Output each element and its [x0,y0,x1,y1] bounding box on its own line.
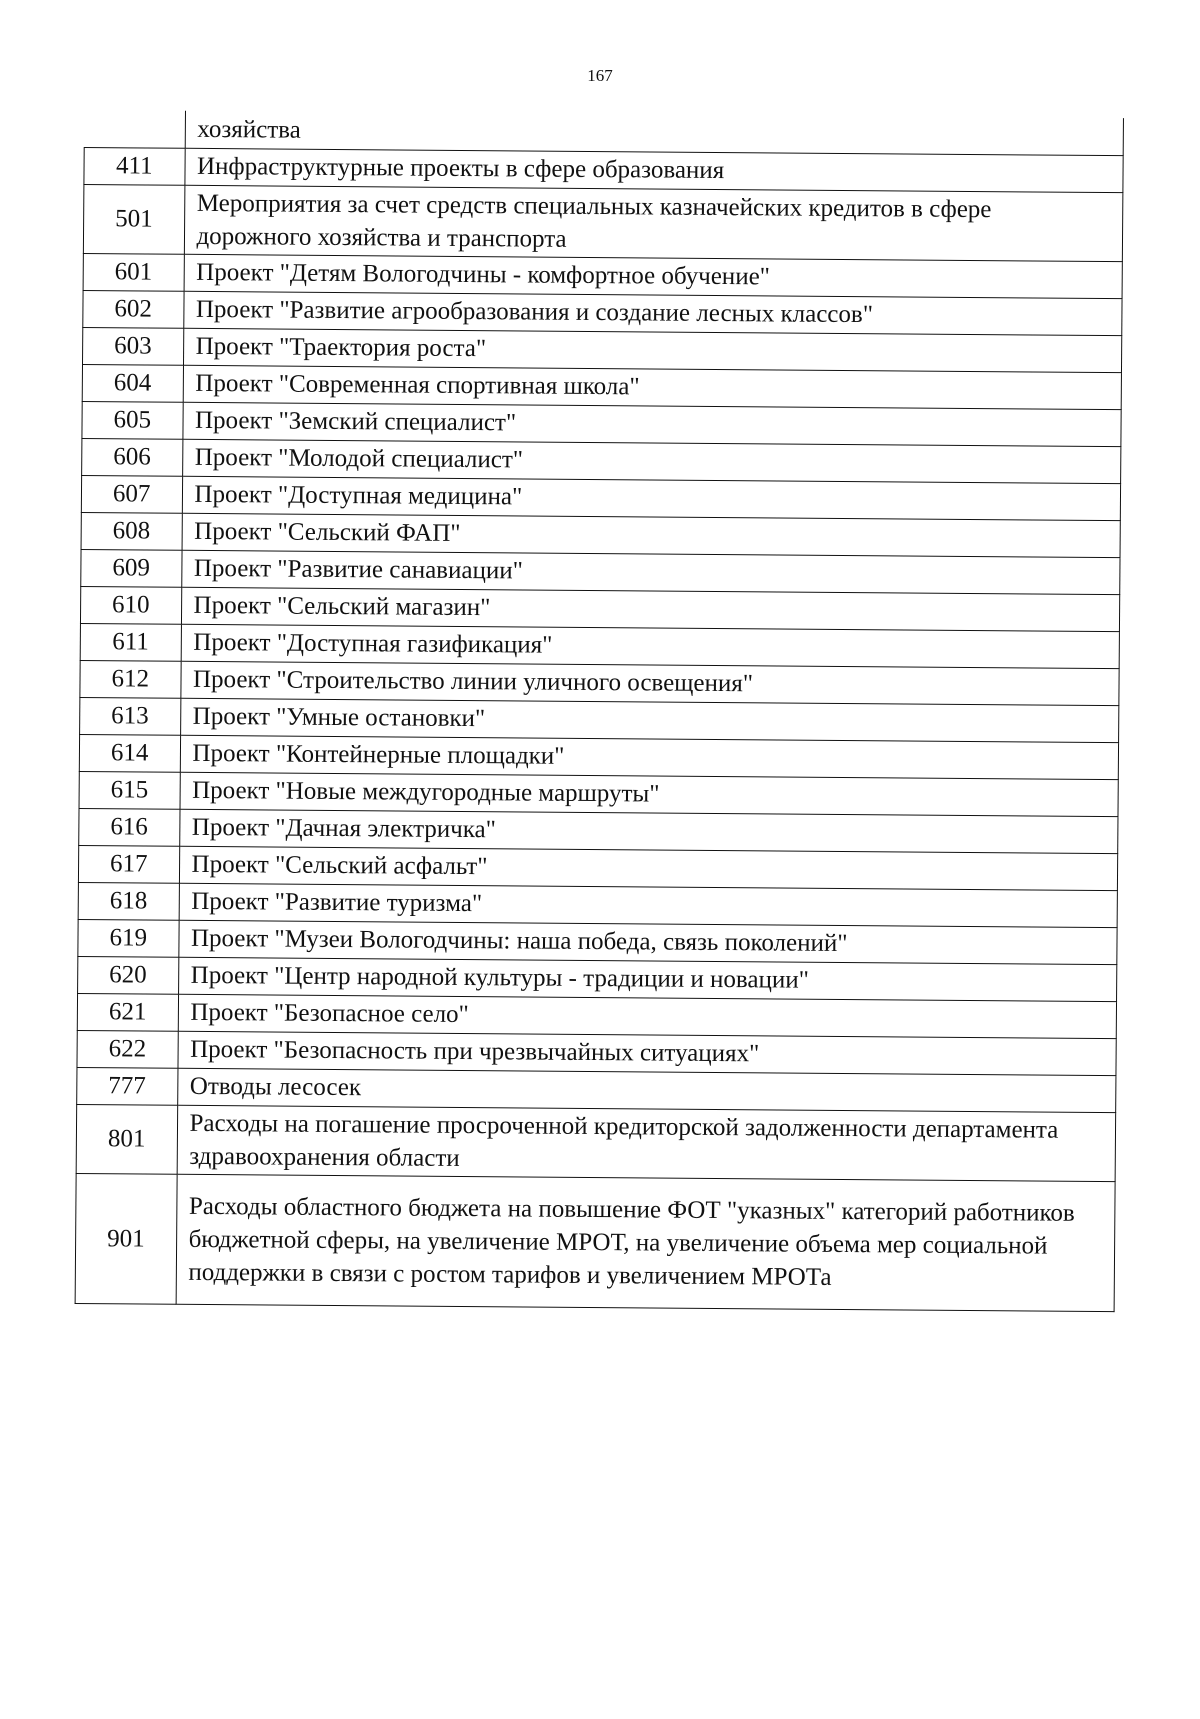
row-description-cell: Проект "Развитие агрообразования и создание лесных классов" [183,291,1122,335]
row-description-cell: Проект "Детям Вологодчины - комфортное обучение" [184,254,1123,298]
row-code-cell: 801 [76,1104,177,1174]
row-description-cell: Инфраструктурные проекты в сфере образования [184,148,1123,192]
row-description-cell: Проект "Сельский ФАП" [182,513,1121,557]
row-description-cell: Проект "Музеи Вологодчины: наша победа, связь поколений" [178,920,1117,964]
row-description-cell: Проект "Контейнерные площадки" [180,735,1119,779]
row-code-cell: 622 [77,1030,178,1068]
row-code-cell: 612 [80,660,181,698]
row-description-cell: Расходы областного бюджета на повышение ФОТ "указных" категорий работников бюджетной сферы, на увеличение МРОТ, на увеличение объема мер социальной поддержки в связи с ростом тарифов и увеличением МРОТа [176,1174,1115,1311]
row-code-cell: 613 [80,697,181,735]
row-code-cell [84,110,185,148]
row-description-cell: Проект "Сельский магазин" [181,587,1120,631]
row-description-cell: Проект "Земский специалист" [182,402,1121,446]
row-code-cell: 901 [75,1173,177,1304]
row-description-cell: Проект "Сельский асфальт" [179,846,1118,890]
row-code-cell: 501 [83,184,184,254]
table-row [76,1104,1116,1181]
row-code-cell: 614 [79,734,180,772]
row-code-cell: 777 [77,1067,178,1105]
row-description-cell: Проект "Развитие санавиации" [181,550,1120,594]
row-description-cell: Проект "Траектория роста" [183,328,1122,372]
row-code-cell: 607 [81,475,182,513]
row-description-cell: Проект "Умные остановки" [180,698,1119,742]
row-code-cell: 610 [80,586,181,624]
row-description-cell: Отводы лесосек [177,1068,1116,1112]
row-description-cell: хозяйства [185,111,1124,155]
row-code-cell: 621 [77,993,178,1031]
row-code-cell: 606 [82,438,183,476]
row-code-cell: 615 [79,771,180,809]
row-code-cell: 604 [82,364,183,402]
row-code-cell: 411 [84,147,185,185]
row-description-cell: Проект "Строительство линии уличного освещения" [180,661,1119,705]
table-row [75,1173,1115,1311]
row-code-cell: 608 [81,512,182,550]
row-description-cell: Проект "Развитие туризма" [179,883,1118,927]
row-code-cell: 619 [78,919,179,957]
row-description-cell: Проект "Доступная газификация" [181,624,1120,668]
row-description-cell: Проект "Безопасность при чрезвычайных ситуациях" [177,1031,1116,1075]
row-code-cell: 602 [83,290,184,328]
table-row [83,184,1123,261]
row-description-cell: Проект "Доступная медицина" [182,476,1121,520]
row-code-cell: 601 [83,253,184,291]
row-code-cell: 616 [79,808,180,846]
row-description-cell: Проект "Центр народной культуры - традиции и новации" [178,957,1117,1001]
row-description-cell: Расходы на погашение просроченной кредиторской задолженности департамента здравоохранения области [177,1105,1116,1181]
row-code-cell: 620 [78,956,179,994]
row-description-cell: Проект "Безопасное село" [178,994,1117,1038]
row-description-cell: Проект "Новые междугородные маршруты" [180,772,1119,816]
row-code-cell: 609 [81,549,182,587]
budget-codes-table [75,110,1124,1312]
row-description-cell: Проект "Дачная электричка" [179,809,1118,853]
page-number: 167 [587,66,613,85]
row-code-cell: 617 [78,845,179,883]
row-code-cell: 605 [82,401,183,439]
row-description-cell: Проект "Молодой специалист" [182,439,1121,483]
row-code-cell: 603 [83,327,184,365]
row-description-cell: Мероприятия за счет средств специальных казначейских кредитов в сфере дорожного хозяйства и транспорта [184,185,1123,261]
row-code-cell: 618 [78,882,179,920]
row-description-cell: Проект "Современная спортивная школа" [183,365,1122,409]
row-code-cell: 611 [80,623,181,661]
